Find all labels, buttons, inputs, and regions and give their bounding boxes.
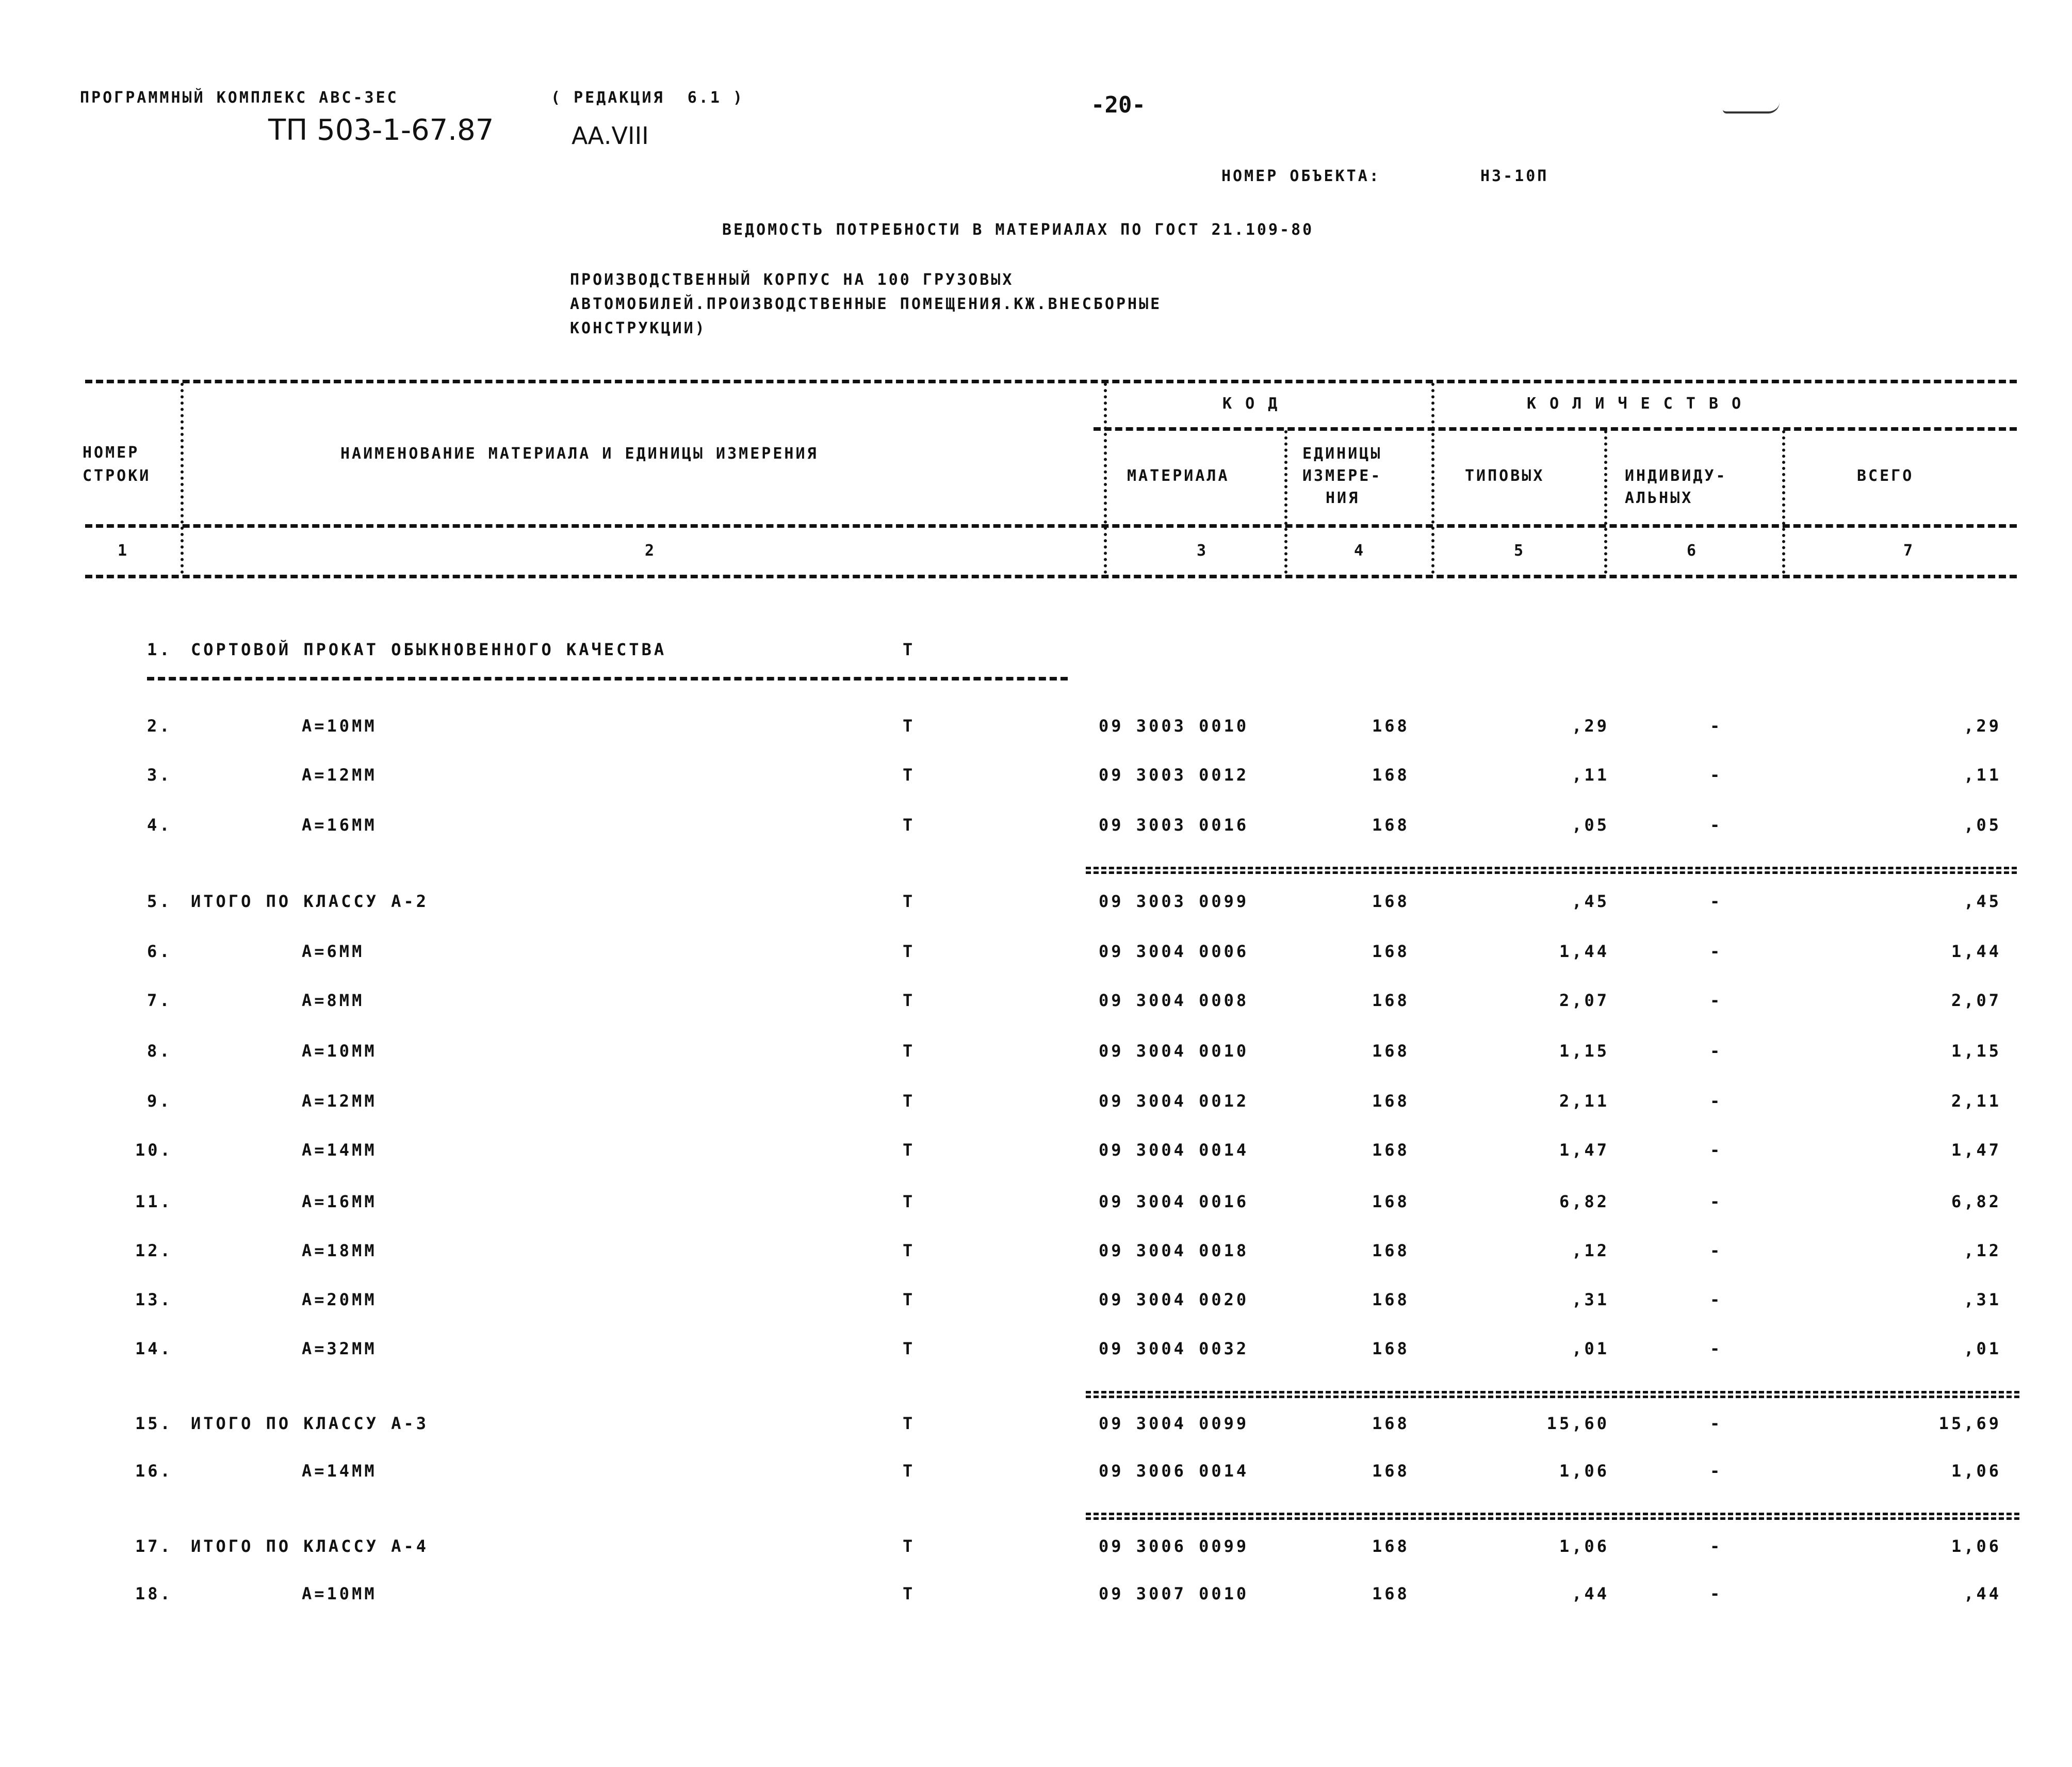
typical-qty: ,44: [1572, 1584, 1609, 1603]
material-name: А=16ММ: [302, 1192, 377, 1211]
table-row: [0, 1241, 2072, 1272]
material-code: 09 3003 0099: [1099, 891, 1249, 911]
section-title: СОРТОВОЙ ПРОКАТ ОБЫКНОВЕННОГО КАЧЕСТВА: [191, 640, 667, 659]
material-code: 09 3004 0012: [1099, 1091, 1249, 1111]
unit: Т: [903, 1339, 916, 1358]
row-number: 11.: [135, 1192, 173, 1211]
material-name: А=10ММ: [302, 1584, 377, 1603]
total-qty: ,11: [1964, 765, 2001, 785]
row-number: 14.: [135, 1339, 173, 1358]
individual-qty: -: [1710, 942, 1723, 961]
individual-qty: -: [1710, 716, 1723, 736]
unit-code: 168: [1372, 1091, 1410, 1111]
total-qty: ,31: [1964, 1290, 2001, 1309]
individual-qty: -: [1710, 765, 1723, 785]
table-row: [0, 942, 2072, 972]
column-number-3: 3: [1197, 542, 1209, 560]
unit-code: 168: [1372, 716, 1410, 736]
header-material-name: НАИМЕНОВАНИЕ МАТЕРИАЛА И ЕДИНИЦЫ ИЗМЕРЕНИЯ: [340, 445, 819, 463]
header-unit-code-1: ЕДИНИЦЫ: [1302, 445, 1382, 463]
material-name: А=10ММ: [302, 1041, 377, 1061]
typical-qty: ,01: [1572, 1339, 1609, 1358]
table-row: [0, 765, 2072, 796]
total-qty: ,29: [1964, 716, 2001, 736]
individual-qty: -: [1710, 891, 1723, 911]
material-code: 09 3006 0014: [1099, 1461, 1249, 1481]
header-individual-1: ИНДИВИДУ-: [1625, 467, 1727, 485]
individual-qty: -: [1710, 1536, 1723, 1556]
row-number: 12.: [135, 1241, 173, 1260]
row-number: 7.: [147, 991, 172, 1010]
subtitle-line-1: ПРОИЗВОДСТВЕННЫЙ КОРПУС НА 100 ГРУЗОВЫХ: [570, 271, 1014, 289]
unit-code: 168: [1372, 1041, 1410, 1061]
object-number-value: Н3-10П: [1480, 167, 1549, 185]
section-underline: [147, 677, 1068, 680]
unit-code: 168: [1372, 1584, 1410, 1603]
unit-code: 168: [1372, 1461, 1410, 1481]
unit: Т: [903, 891, 916, 911]
total-qty: ,12: [1964, 1241, 2001, 1260]
unit: Т: [903, 1536, 916, 1556]
individual-qty: -: [1710, 1290, 1723, 1309]
header-mid-rule: [85, 524, 2017, 528]
total-qty: 1,47: [1951, 1140, 2001, 1160]
typical-qty: ,11: [1572, 765, 1609, 785]
row-number: 5.: [147, 891, 172, 911]
individual-qty: -: [1710, 1041, 1723, 1061]
material-name: А=20ММ: [302, 1290, 377, 1309]
column-number-7: 7: [1903, 542, 1915, 560]
table-row: [0, 1290, 2072, 1321]
material-name: А=12ММ: [302, 1091, 377, 1111]
material-code: 09 3004 0014: [1099, 1140, 1249, 1160]
edition: ( РЕДАКЦИЯ 6.1 ): [551, 89, 745, 107]
total-qty: 15,69: [1938, 1414, 2001, 1433]
table-row-total: [0, 1536, 2072, 1567]
row-number: 17.: [135, 1536, 173, 1556]
subtotal-separator: [1086, 1391, 2019, 1398]
header-row-number-2: СТРОКИ: [83, 467, 151, 485]
unit: Т: [903, 1461, 916, 1481]
unit-code: 168: [1372, 765, 1410, 785]
material-code: 09 3004 0016: [1099, 1192, 1249, 1211]
table-row: [0, 1339, 2072, 1370]
unit: Т: [903, 991, 916, 1010]
unit-code: 168: [1372, 1536, 1410, 1556]
individual-qty: -: [1710, 1584, 1723, 1603]
unit: Т: [903, 1091, 916, 1111]
typical-qty: 1,06: [1559, 1461, 1609, 1481]
total-qty: 2,11: [1951, 1091, 2001, 1111]
col-sep-2: [1104, 383, 1107, 574]
col-sep-5: [1604, 430, 1607, 574]
table-row: [0, 1041, 2072, 1072]
unit: Т: [903, 815, 916, 835]
material-name: А=16ММ: [302, 815, 377, 835]
typical-qty: ,45: [1572, 891, 1609, 911]
col-sep-4: [1431, 383, 1434, 574]
row-number: 15.: [135, 1414, 173, 1433]
table-row: [0, 1140, 2072, 1171]
individual-qty: -: [1710, 1140, 1723, 1160]
individual-qty: -: [1710, 1091, 1723, 1111]
col-sep-6: [1782, 430, 1785, 574]
object-number-label: НОМЕР ОБЪЕКТА:: [1221, 167, 1381, 185]
total-qty: 1,44: [1951, 942, 2001, 961]
typical-qty: 1,47: [1559, 1140, 1609, 1160]
material-name: А=8ММ: [302, 991, 365, 1010]
subtitle-line-3: КОНСТРУКЦИИ): [570, 319, 707, 337]
total-qty: 2,07: [1951, 991, 2001, 1010]
total-qty: ,44: [1964, 1584, 2001, 1603]
typical-qty: ,31: [1572, 1290, 1609, 1309]
unit: Т: [903, 1290, 916, 1309]
row-number: 4.: [147, 815, 172, 835]
material-name: ИТОГО ПО КЛАССУ А-4: [191, 1536, 429, 1556]
table-row-total: [0, 1414, 2072, 1445]
row-number: 1.: [147, 640, 172, 659]
unit-code: 168: [1372, 1140, 1410, 1160]
material-code: 09 3007 0010: [1099, 1584, 1249, 1603]
material-name: А=14ММ: [302, 1140, 377, 1160]
unit: Т: [903, 1041, 916, 1061]
unit-code: 168: [1372, 1339, 1410, 1358]
unit-code: 168: [1372, 1290, 1410, 1309]
typical-qty: ,29: [1572, 716, 1609, 736]
header-individual-2: АЛЬНЫХ: [1625, 489, 1693, 507]
table-row: [0, 815, 2072, 846]
header-bottom-rule: [85, 575, 2017, 578]
row-number: 18.: [135, 1584, 173, 1603]
page-number: -20-: [1091, 92, 1146, 118]
header-total: ВСЕГО: [1857, 467, 1914, 485]
material-name: А=6ММ: [302, 942, 365, 961]
material-code: 09 3004 0020: [1099, 1290, 1249, 1309]
row-number: 13.: [135, 1290, 173, 1309]
individual-qty: -: [1710, 815, 1723, 835]
material-name: А=18ММ: [302, 1241, 377, 1260]
unit-code: 168: [1372, 942, 1410, 961]
row-number: 6.: [147, 942, 172, 961]
header-material-code: МАТЕРИАЛА: [1127, 467, 1230, 485]
row-number: 9.: [147, 1091, 172, 1111]
table-row: [0, 1584, 2072, 1615]
typical-qty: 1,44: [1559, 942, 1609, 961]
typical-qty: 2,11: [1559, 1091, 1609, 1111]
unit-code: 168: [1372, 991, 1410, 1010]
column-number-1: 1: [118, 542, 129, 560]
material-name: А=12ММ: [302, 765, 377, 785]
row-number: 16.: [135, 1461, 173, 1481]
column-number-2: 2: [645, 542, 657, 560]
subtotal-separator: [1086, 1513, 2019, 1520]
unit-code: 168: [1372, 1414, 1410, 1433]
table-row: [0, 991, 2072, 1022]
table-row: [0, 716, 2072, 747]
material-name: А=14ММ: [302, 1461, 377, 1481]
typical-qty: 6,82: [1559, 1192, 1609, 1211]
header-quantity-group: К О Л И Ч Е С Т В О: [1527, 395, 1743, 413]
material-code: 09 3003 0016: [1099, 815, 1249, 835]
unit-code: 168: [1372, 1241, 1410, 1260]
material-code: 09 3004 0008: [1099, 991, 1249, 1010]
unit: Т: [903, 765, 916, 785]
total-qty: ,05: [1964, 815, 2001, 835]
material-code: 09 3004 0010: [1099, 1041, 1249, 1061]
subtitle-line-2: АВТОМОБИЛЕЙ.ПРОИЗВОДСТВЕННЫЕ ПОМЕЩЕНИЯ.КЖ.ВНЕСБОРНЫЕ: [570, 295, 1162, 313]
total-qty: 1,06: [1951, 1536, 2001, 1556]
table-row: [0, 1091, 2072, 1122]
typical-qty: ,12: [1572, 1241, 1609, 1260]
row-number: 2.: [147, 716, 172, 736]
unit: Т: [903, 1414, 916, 1433]
total-qty: 1,15: [1951, 1041, 2001, 1061]
material-code: 09 3006 0099: [1099, 1536, 1249, 1556]
individual-qty: -: [1710, 991, 1723, 1010]
unit: Т: [903, 942, 916, 961]
row-number: 8.: [147, 1041, 172, 1061]
individual-qty: -: [1710, 1192, 1723, 1211]
unit: Т: [903, 1241, 916, 1260]
table-row: [0, 1461, 2072, 1492]
unit-code: 168: [1372, 815, 1410, 835]
typical-qty: 15,60: [1546, 1414, 1609, 1433]
header-row-number-1: НОМЕР: [83, 444, 140, 462]
header-top-rule: [85, 380, 2017, 383]
typical-qty: 1,06: [1559, 1536, 1609, 1556]
material-name: А=32ММ: [302, 1339, 377, 1358]
material-code: 09 3004 0032: [1099, 1339, 1249, 1358]
typical-qty: ,05: [1572, 815, 1609, 835]
typical-qty: 1,15: [1559, 1041, 1609, 1061]
program-name: ПРОГРАММНЫЙ КОМПЛЕКС АВС-3ЕС: [80, 89, 399, 107]
signature-mark: [1723, 102, 1780, 114]
header-typical: ТИПОВЫХ: [1465, 467, 1545, 485]
material-code: 09 3003 0010: [1099, 716, 1249, 736]
header-unit-code-2: ИЗМЕРЕ-: [1302, 467, 1382, 485]
table-row: [0, 1192, 2072, 1223]
unit: Т: [903, 640, 916, 659]
individual-qty: -: [1710, 1461, 1723, 1481]
header-code-group: К О Д: [1222, 395, 1280, 413]
individual-qty: -: [1710, 1339, 1723, 1358]
unit: Т: [903, 716, 916, 736]
unit: Т: [903, 1140, 916, 1160]
total-qty: ,45: [1964, 891, 2001, 911]
material-code: 09 3004 0018: [1099, 1241, 1249, 1260]
album-number: АА.VIII: [572, 122, 649, 150]
project-code: ТП 503-1-67.87: [268, 114, 494, 147]
unit: Т: [903, 1584, 916, 1603]
total-qty: ,01: [1964, 1339, 2001, 1358]
table-row-total: [0, 891, 2072, 922]
section-title-row: [0, 640, 2072, 671]
col-sep-3: [1284, 430, 1287, 574]
unit-code: 168: [1372, 891, 1410, 911]
document-title: ВЕДОМОСТЬ ПОТРЕБНОСТИ В МАТЕРИАЛАХ ПО ГОСТ 21.109-80: [722, 221, 1314, 239]
typical-qty: 2,07: [1559, 991, 1609, 1010]
material-code: 09 3004 0099: [1099, 1414, 1249, 1433]
individual-qty: -: [1710, 1414, 1723, 1433]
unit-code: 168: [1372, 1192, 1410, 1211]
material-name: А=10ММ: [302, 716, 377, 736]
material-code: 09 3004 0006: [1099, 942, 1249, 961]
column-number-6: 6: [1687, 542, 1699, 560]
individual-qty: -: [1710, 1241, 1723, 1260]
column-number-4: 4: [1354, 542, 1366, 560]
material-name: ИТОГО ПО КЛАССУ А-2: [191, 891, 429, 911]
header-unit-code-3: НИЯ: [1326, 489, 1360, 507]
header-group-rule: [1094, 427, 2017, 431]
column-number-5: 5: [1514, 542, 1526, 560]
row-number: 10.: [135, 1140, 173, 1160]
material-code: 09 3003 0012: [1099, 765, 1249, 785]
row-number: 3.: [147, 765, 172, 785]
unit: Т: [903, 1192, 916, 1211]
total-qty: 6,82: [1951, 1192, 2001, 1211]
total-qty: 1,06: [1951, 1461, 2001, 1481]
subtotal-separator: [1086, 867, 2017, 874]
material-name: ИТОГО ПО КЛАССУ А-3: [191, 1414, 429, 1433]
col-sep-1: [181, 383, 184, 574]
